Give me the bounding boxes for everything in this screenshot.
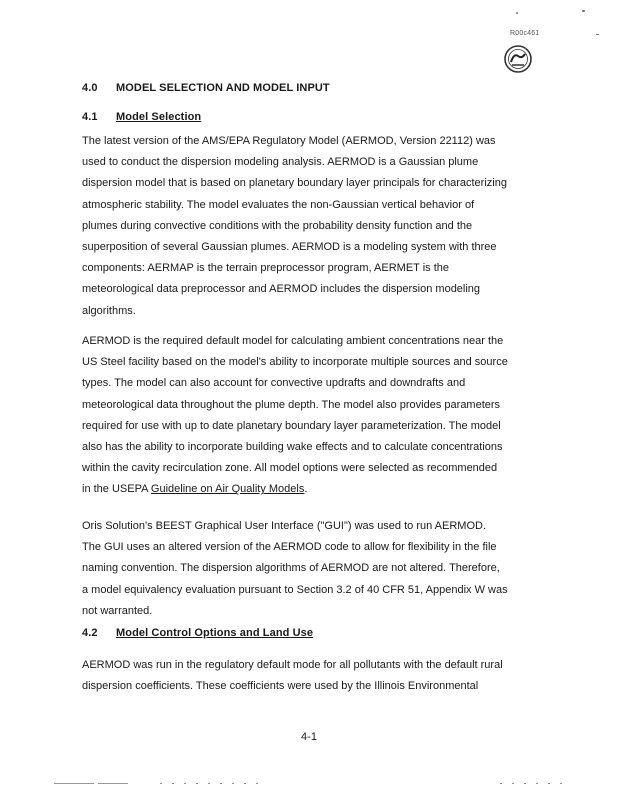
section-title: MODEL SELECTION AND MODEL INPUT <box>116 82 330 94</box>
scan-speck <box>596 34 599 35</box>
text-line: plumes during convective conditions with the probability density function and the <box>82 219 473 232</box>
text-line: AERMOD was run in the regulatory default mode for all pollutants with the default rural <box>82 659 503 671</box>
text-line: required for use with up to date planetary boundary layer parameterization. The model <box>82 419 501 432</box>
section-heading-4-1 <box>82 111 201 123</box>
section-number: 4.0 <box>82 82 98 94</box>
scan-speck <box>582 10 585 12</box>
text-line: US Steel facility based on the model's ability to incorporate multiple sources and source <box>82 356 508 369</box>
paragraph-model-selection-3 <box>82 516 534 622</box>
text-line: Oris Solution's BEEST Graphical User Interface ("GUI") was used to run AERMOD. <box>82 520 487 532</box>
section-title: Model Control Options and Land Use <box>116 627 314 639</box>
text-line: dispersion coefficients. These coefficients were used by the Illinois Environmental <box>82 680 479 693</box>
paragraph-model-selection-2 <box>82 331 534 501</box>
text-line: dispersion model that is based on planetary boundary layer principals for characterizing <box>82 177 507 190</box>
paragraph-model-control-1 <box>82 655 534 697</box>
text-line: superposition of several Gaussian plumes. AERMOD is a modeling system with three <box>82 241 497 254</box>
scan-artifact-dots <box>40 780 580 788</box>
text-line: naming convention. The dispersion algorithms of AERMOD are not altered. Therefore, <box>82 562 500 575</box>
guideline-citation: Guideline on Air Quality Models <box>150 483 305 496</box>
paragraph-model-selection-1 <box>82 131 534 322</box>
text-line: The GUI uses an altered version of the AERMOD code to allow for flexibility in the file <box>82 541 497 554</box>
document-id: R00c461 <box>510 30 540 37</box>
text-line: also has the ability to incorporate building wake effects and to calculate concentrations <box>82 441 503 454</box>
section-title: Model Selection <box>116 111 202 123</box>
text-line: meteorological data throughout the plume depth. The model also provides parameters <box>82 398 501 411</box>
text-line-with-citation <box>82 479 534 500</box>
section-number: 4.2 <box>82 627 98 639</box>
section-number: 4.1 <box>82 111 98 123</box>
section-heading-4-0 <box>82 82 330 94</box>
text-line: components: AERMAP is the terrain preprocessor program, AERMET is the <box>82 262 450 275</box>
scan-speck <box>516 12 518 14</box>
citation-prefix: in the USEPA <box>82 483 151 496</box>
text-line: used to conduct the dispersion modeling analysis. AERMOD is a Gaussian plume <box>82 156 479 169</box>
text-line: not warranted. <box>82 604 153 617</box>
text-line: meteorological data preprocessor and AERMOD includes the dispersion modeling <box>82 283 481 296</box>
text-line: AERMOD is the required default model for calculating ambient concentrations near the <box>82 335 504 347</box>
text-line: algorithms. <box>82 304 136 317</box>
text-line: The latest version of the AMS/EPA Regulatory Model (AERMOD, Version 22112) was <box>82 135 496 147</box>
section-heading-4-2 <box>82 627 313 639</box>
text-line: atmospheric stability. The model evaluates the non-Gaussian vertical behavior of <box>82 198 475 211</box>
citation-suffix: . <box>304 483 308 496</box>
recycled-paper-logo-icon <box>503 44 533 74</box>
text-line: a model equivalency evaluation pursuant to Section 3.2 of 40 CFR 51, Appendix W was <box>82 583 508 596</box>
text-line: types. The model can also account for convective updrafts and downdrafts and <box>82 377 466 390</box>
page-number: 4-1 <box>301 731 317 743</box>
text-line: within the cavity recirculation zone. All model options were selected as recommended <box>82 462 498 475</box>
